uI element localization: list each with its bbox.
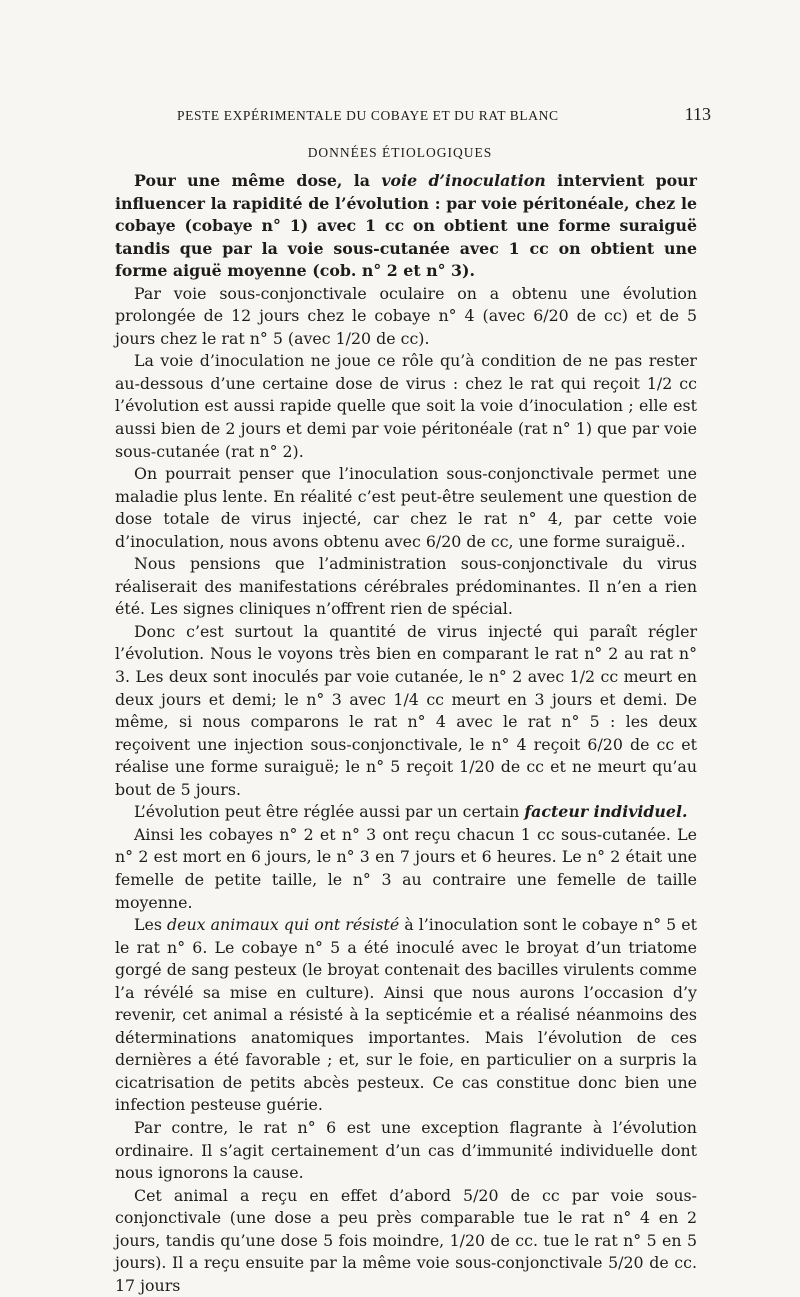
body-text <box>115 170 697 1297</box>
paragraph-text: intervient pour influencer la rapidité de l’évolution : par voie péritonéale, chez le cobaye (cobaye n° 1) avec 1 cc on obtient une forme suraiguë tandis que par la voie sous-cutanée avec 1 cc on obtient une forme aiguë moyenne (cob. n° 2 et n° 3). <box>115 171 697 281</box>
running-header <box>177 104 711 125</box>
paragraph: On pourrait penser que l’inoculation sous-conjonctivale permet une maladie plus lente. En réalité c’est peut-être seulement une question de dose totale de virus injecté, car chez le rat n° 4, par cette voie d’inoculation, nous avons obtenu avec 6/20 de cc, une forme suraiguë.. <box>115 464 697 551</box>
running-title: PESTE EXPÉRIMENTALE DU COBAYE ET DU RAT BLANC <box>177 108 559 123</box>
paragraph <box>115 801 697 824</box>
paragraph: Par contre, le rat n° 6 est une exception flagrante à l’évolution ordinaire. Il s’agit certainement d’un cas d’immunité individuelle dont nous ignorons la cause. <box>115 1117 697 1183</box>
emphasis-text: facteur individuel. <box>524 802 688 822</box>
emphasis-text: deux animaux qui ont résisté <box>167 915 400 935</box>
paragraph-text: Pour une même dose, la <box>134 171 382 190</box>
paragraph-text: L’évolution peut être réglée aussi par un certain <box>134 802 525 822</box>
paragraph <box>115 170 697 283</box>
paragraph: Cet animal a reçu en effet d’abord 5/20 de cc par voie sous-conjonctivale (une dose a peu près comparable tue le rat n° 4 en 2 jours, tandis qu’une dose 5 fois moindre, 1/20 de cc. tue le rat n° 5 en 5 jours). Il a reçu ensuite par la même voie sous-conjonctivale 5/20 de cc. 17 jours <box>115 1185 697 1295</box>
paragraph: Par voie sous-conjonctivale oculaire on a obtenu une évolution prolongée de 12 jours chez le cobaye n° 4 (avec 6/20 de cc) et de 5 jours chez le rat n° 5 (avec 1/20 de cc). <box>115 283 697 348</box>
section-title: DONNÉES ÉTIOLOGIQUES <box>307 145 493 160</box>
paragraph: Nous pensions que l’administration sous-conjonctivale du virus réaliserait des manifestations cérébrales prédominantes. Il n’en a rien été. Les signes cliniques n’offrent rien de spécial. <box>115 554 697 619</box>
emphasis-text: voie d’inoculation <box>381 171 546 190</box>
paragraph-text: Les <box>134 915 168 935</box>
paragraph-text: à l’inoculation sont le cobaye n° 5 et le rat n° 6. Le cobaye n° 5 a été inoculé avec le broyat d’un triatome gorgé de sang pesteux (le broyat contenait des bacilles virulents comme l’a révélé sa mise en culture). Ainsi que nous aurons l’occasion d’y revenir, cet animal a résisté à la septicémie et a réalisé néanmoins des déterminations anatomiques importantes. Mais l’évolution de ces dernières a été favorable ; et, sur le foie, en particulier on a surpris la cicatrisation de petits abcès pesteux. Ce cas constitue donc bien une infection pesteuse guérie. <box>115 915 697 1115</box>
page-number: 113 <box>684 104 711 124</box>
paragraph: Donc c’est surtout la quantité de virus injecté qui paraît régler l’évolution. Nous le voyons très bien en comparant le rat n° 2 au rat n° 3. Les deux sont inoculés par voie cutanée, le n° 2 avec 1/2 cc meurt en deux jours et demi; le n° 3 avec 1/4 cc meurt en 3 jours et demi. De même, si nous comparons le rat n° 4 avec le rat n° 5 : les deux reçoivent une injection sous-conjonctivale, le n° 4 reçoit 6/20 de cc et réalise une forme suraiguë; le n° 5 reçoit 1/20 de cc et ne meurt qu’au bout de 5 jours. <box>115 621 697 799</box>
paragraph <box>115 914 697 1117</box>
paragraph: Ainsi les cobayes n° 2 et n° 3 ont reçu chacun 1 cc sous-cutanée. Le n° 2 est mort en 6 jours, le n° 3 en 7 jours et 6 heures. Le n° 2 était une femelle de petite taille, le n° 3 au contraire une femelle de taille moyenne. <box>115 824 697 912</box>
paragraph: La voie d’inoculation ne joue ce rôle qu’à condition de ne pas rester au-dessous d’une certaine dose de virus : chez le rat qui reçoit 1/2 cc l’évolution est aussi rapide quelle que soit la voie d’inoculation ; elle est aussi bien de 2 jours et demi par voie péritonéale (rat n° 1) que par voie sous-cutanée (rat n° 2). <box>115 351 697 461</box>
